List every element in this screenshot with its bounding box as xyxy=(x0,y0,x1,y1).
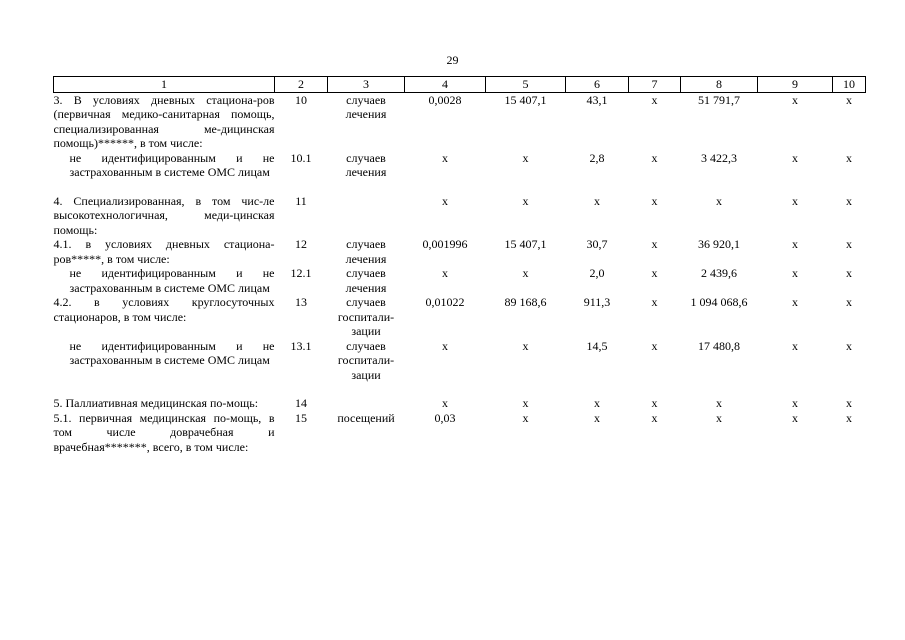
page-number: 29 xyxy=(446,53,459,67)
cell-col5: х xyxy=(522,266,529,280)
column-header: 1 xyxy=(54,77,275,93)
table-row xyxy=(54,411,866,455)
cell-col10: х xyxy=(846,193,852,208)
column-header: 10 xyxy=(833,77,866,93)
row-unit: посещений xyxy=(337,410,395,425)
cell-col10: х xyxy=(846,92,852,107)
row-code: 13.1 xyxy=(290,338,312,353)
cell-col5: х xyxy=(522,193,529,208)
cell-col6: х xyxy=(594,410,600,425)
cell-col8: 51 791,7 xyxy=(698,92,740,107)
table-row xyxy=(54,194,866,238)
table-row xyxy=(54,339,866,397)
cell-col9: х xyxy=(792,396,798,410)
row-description: 4.2. в условиях круглосуточных стационаров, в том числе: xyxy=(53,295,275,324)
cell-col4: х xyxy=(442,338,448,353)
cell-col10: х xyxy=(846,295,852,309)
cell-col8: х xyxy=(716,193,722,208)
cell-col10: х xyxy=(846,396,852,410)
column-header: 3 xyxy=(328,77,405,93)
cell-col7: х xyxy=(651,193,658,208)
row-unit: случаев лечения xyxy=(345,237,387,266)
cell-col7: х xyxy=(651,92,658,107)
cell-col8: х xyxy=(716,410,722,425)
cell-col5: 15 407,1 xyxy=(504,237,547,251)
column-header: 4 xyxy=(405,77,486,93)
cell-col6: х xyxy=(594,193,600,208)
row-description: 5.1. первичная медицинская по-мощь, в том числе доврачебная и врачебная*******, всего, в том числе: xyxy=(53,410,275,454)
cell-col6: 2,0 xyxy=(589,266,605,280)
row-code: 14 xyxy=(295,396,307,410)
cell-col4: 0,001996 xyxy=(422,237,468,251)
cell-col9: х xyxy=(792,150,798,165)
table-row xyxy=(54,151,866,194)
row-code: 15 xyxy=(295,410,307,425)
cell-col7: х xyxy=(651,410,658,425)
cell-col9: х xyxy=(792,266,798,280)
row-code: 11 xyxy=(295,193,307,208)
cell-col5: 15 407,1 xyxy=(504,92,547,107)
cell-col8: 17 480,8 xyxy=(698,338,740,353)
table-header-row xyxy=(54,77,866,93)
cell-col8: х xyxy=(716,396,722,410)
row-description: 4.1. в условиях дневных стациона-ров*****, в том числе: xyxy=(53,237,275,266)
cell-col4: х xyxy=(442,266,448,280)
cell-col5: х xyxy=(522,150,529,165)
cell-col8: 3 422,3 xyxy=(701,150,737,165)
row-unit xyxy=(328,396,405,411)
row-description: не идентифицированным и не застрахованным в системе ОМС лицам xyxy=(69,266,275,295)
table-row xyxy=(54,92,866,151)
cell-col4: х xyxy=(442,150,448,165)
cell-col8: 2 439,6 xyxy=(701,266,737,280)
cell-col6: 2,8 xyxy=(589,150,605,165)
table-row xyxy=(54,295,866,339)
table-row xyxy=(54,266,866,295)
cell-col6: х xyxy=(594,396,600,410)
cell-col4: 0,01022 xyxy=(425,295,465,309)
cell-col8: 1 094 068,6 xyxy=(690,295,748,309)
cell-col7: х xyxy=(651,150,658,165)
cell-col6: 30,7 xyxy=(586,237,608,251)
column-header: 9 xyxy=(758,77,833,93)
row-unit: случаев лечения xyxy=(345,150,387,179)
column-header: 6 xyxy=(566,77,629,93)
cell-col9: х xyxy=(792,92,798,107)
column-header: 2 xyxy=(275,77,328,93)
cell-col6: 43,1 xyxy=(586,92,608,107)
cell-col9: х xyxy=(792,410,798,425)
row-unit: случаев лечения xyxy=(345,92,387,121)
cell-col5: 89 168,6 xyxy=(504,295,547,309)
cell-col4: 0,0028 xyxy=(428,92,462,107)
column-header: 7 xyxy=(629,77,681,93)
cell-col10: х xyxy=(846,150,852,165)
row-unit: случаев лечения xyxy=(345,266,387,295)
row-description: 3. В условиях дневных стациона-ров (первичная медико-санитарная помощь, специализированная ме-дицинская помощь)******, в том числе: xyxy=(53,92,275,150)
row-code: 12.1 xyxy=(290,266,312,280)
row-unit: случаев госпитали-зации xyxy=(337,338,395,382)
row-description: 5. Паллиативная медицинская по-мощь: xyxy=(53,396,259,410)
row-code: 10 xyxy=(295,92,307,107)
cell-col7: х xyxy=(651,237,658,251)
cell-col7: х xyxy=(651,266,658,280)
cell-col10: х xyxy=(846,338,852,353)
cell-col10: х xyxy=(846,410,852,425)
cell-col9: х xyxy=(792,338,798,353)
table-row xyxy=(54,237,866,266)
row-description: 4. Специализированная, в том чис-ле высокотехнологичная, меди-цинская помощь: xyxy=(53,193,275,237)
cell-col5: х xyxy=(522,338,529,353)
column-header: 8 xyxy=(681,77,758,93)
cell-col9: х xyxy=(792,237,798,251)
data-table xyxy=(53,76,866,454)
cell-col7: х xyxy=(651,396,658,410)
cell-col4: 0,03 xyxy=(434,410,456,425)
row-unit xyxy=(328,194,405,238)
row-unit: случаев госпитали-зации xyxy=(337,295,395,338)
row-description: не идентифицированным и не застрахованным в системе ОМС лицам xyxy=(69,150,275,179)
cell-col4: х xyxy=(442,396,448,410)
cell-col7: х xyxy=(651,295,658,309)
row-code: 12 xyxy=(295,237,307,251)
cell-col7: х xyxy=(651,338,658,353)
cell-col5: х xyxy=(522,396,529,410)
cell-col8: 36 920,1 xyxy=(698,237,740,251)
cell-col9: х xyxy=(792,295,798,309)
cell-col10: х xyxy=(846,266,852,280)
cell-col4: х xyxy=(442,193,448,208)
table-row xyxy=(54,396,866,411)
cell-col10: х xyxy=(846,237,852,251)
cell-col6: 911,3 xyxy=(583,295,611,309)
row-code: 13 xyxy=(295,295,307,309)
row-description: не идентифицированным и не застрахованным в системе ОМС лицам xyxy=(69,338,275,367)
column-header: 5 xyxy=(486,77,566,93)
cell-col5: х xyxy=(522,410,529,425)
cell-col9: х xyxy=(792,193,798,208)
row-code: 10.1 xyxy=(290,150,312,165)
cell-col6: 14,5 xyxy=(586,338,608,353)
